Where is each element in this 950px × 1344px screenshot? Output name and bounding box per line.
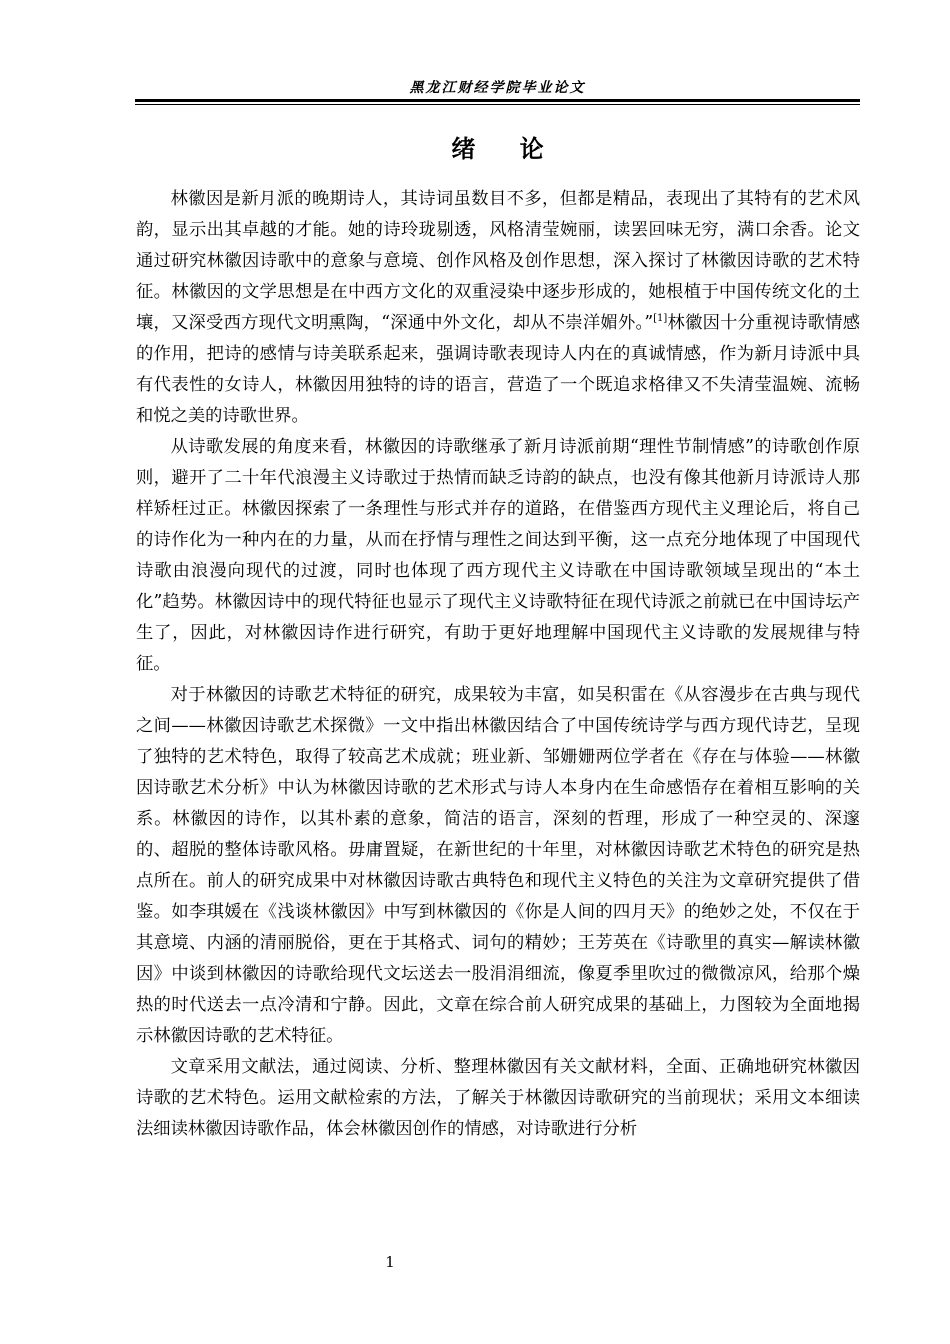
page-number: 1 (385, 1253, 395, 1271)
header-rule-thin (135, 104, 860, 105)
paragraph-1 (136, 184, 860, 432)
section-title: 绪 论 (451, 135, 544, 163)
running-header: 黑龙江财经学院毕业论文 (409, 80, 586, 96)
citation-marker: [1] (653, 313, 668, 325)
paragraph-2: 从诗歌发展的角度来看，林徽因的诗歌继承了新月诗派前期“理性节制情感”的诗歌创作原则，避开了二十年代浪漫主义诗歌过于热情而缺乏诗韵的缺点，也没有像其他新月诗派诗人那样矫枉过正。林徽因探索了一条理性与形式并存的道路，在借鉴西方现代主义理论后，将自己的诗作化为一种内在的力量，从而在抒情与理性之间达到平衡，这一点充分地体现了中国现代诗歌由浪漫向现代的过渡，同时也体现了西方现代主义诗歌在中国诗歌领域呈现出的“本土化”趋势。林徽因诗中的现代特征也显示了现代主义诗歌特征在现代诗派之前就已在中国诗坛产生了，因此，对林徽因诗作进行研究，有助于更好地理解中国现代主义诗歌的发展规律与特征。 (136, 437, 860, 674)
paragraph-4: 文章采用文献法，通过阅读、分析、整理林徽因有关文献材料，全面、正确地研究林徽因诗歌的艺术特色。运用文献检索的方法，了解关于林徽因诗歌研究的当前现状；采用文本细读法细读林徽因诗歌作品，体会林徽因创作的情感，对诗歌进行分析 (136, 1057, 860, 1139)
paragraph-1-text-a: 林徽因是新月派的晚期诗人，其诗词虽数目不多，但都是精品，表现出了其特有的艺术风韵，显示出其卓越的才能。她的诗玲珑剔透，风格清莹婉丽，读罢回味无穷，满口余香。论文通过研究林徽因诗歌中的意象与意境、创作风格及创作思想，深入探讨了林徽因诗歌的艺术特征。林徽因的文学思想是在中西方文化的双重浸染中逐步形成的，她根植于中国传统文化的土壤，又深受西方现代文明熏陶，“深通中外文化，却从不崇洋媚外。” (136, 189, 860, 333)
paragraph-1-text-b: 林徽因十分重视诗歌情感的作用，把诗的感情与诗美联系起来，强调诗歌表现诗人内在的真诚情感，作为新月诗派中具有代表性的女诗人，林徽因用独特的诗的语言，营造了一个既追求格律又不失清莹温婉、流畅和悦之美的诗歌世界。 (136, 313, 860, 426)
paragraph-3: 对于林徽因的诗歌艺术特征的研究，成果较为丰富，如吴积雷在《从容漫步在古典与现代之间——林徽因诗歌艺术探微》一文中指出林徽因结合了中国传统诗学与西方现代诗艺，呈现了独特的艺术特色，取得了较高艺术成就；班业新、邹姗姗两位学者在《存在与体验——林徽因诗歌艺术分析》中认为林徽因诗歌的艺术形式与诗人本身内在生命感悟存在着相互影响的关系。林徽因的诗作，以其朴素的意象，简洁的语言，深刻的哲理，形成了一种空灵的、深邃的、超脱的整体诗歌风格。毋庸置疑，在新世纪的十年里，对林徽因诗歌艺术特色的研究是热点所在。前人的研究成果中对林徽因诗歌古典特色和现代主义特色的关注为文章研究提供了借鉴。如李琪媛在《浅谈林徽因》中写到林徽因的《你是人间的四月天》的绝妙之处，不仅在于其意境、内涵的清丽脱俗，更在于其格式、词句的精妙；王芳英在《诗歌里的真实—解读林徽因》中谈到林徽因的诗歌给现代文坛送去一股涓涓细流，像夏季里吹过的微微凉风，给那个燥热的时代送去一点冷清和宁静。因此，文章在综合前人研究成果的基础上，力图较为全面地揭示林徽因诗歌的艺术特征。 (136, 685, 860, 1046)
body-text (136, 184, 860, 1145)
header-rule-thick (135, 99, 860, 102)
